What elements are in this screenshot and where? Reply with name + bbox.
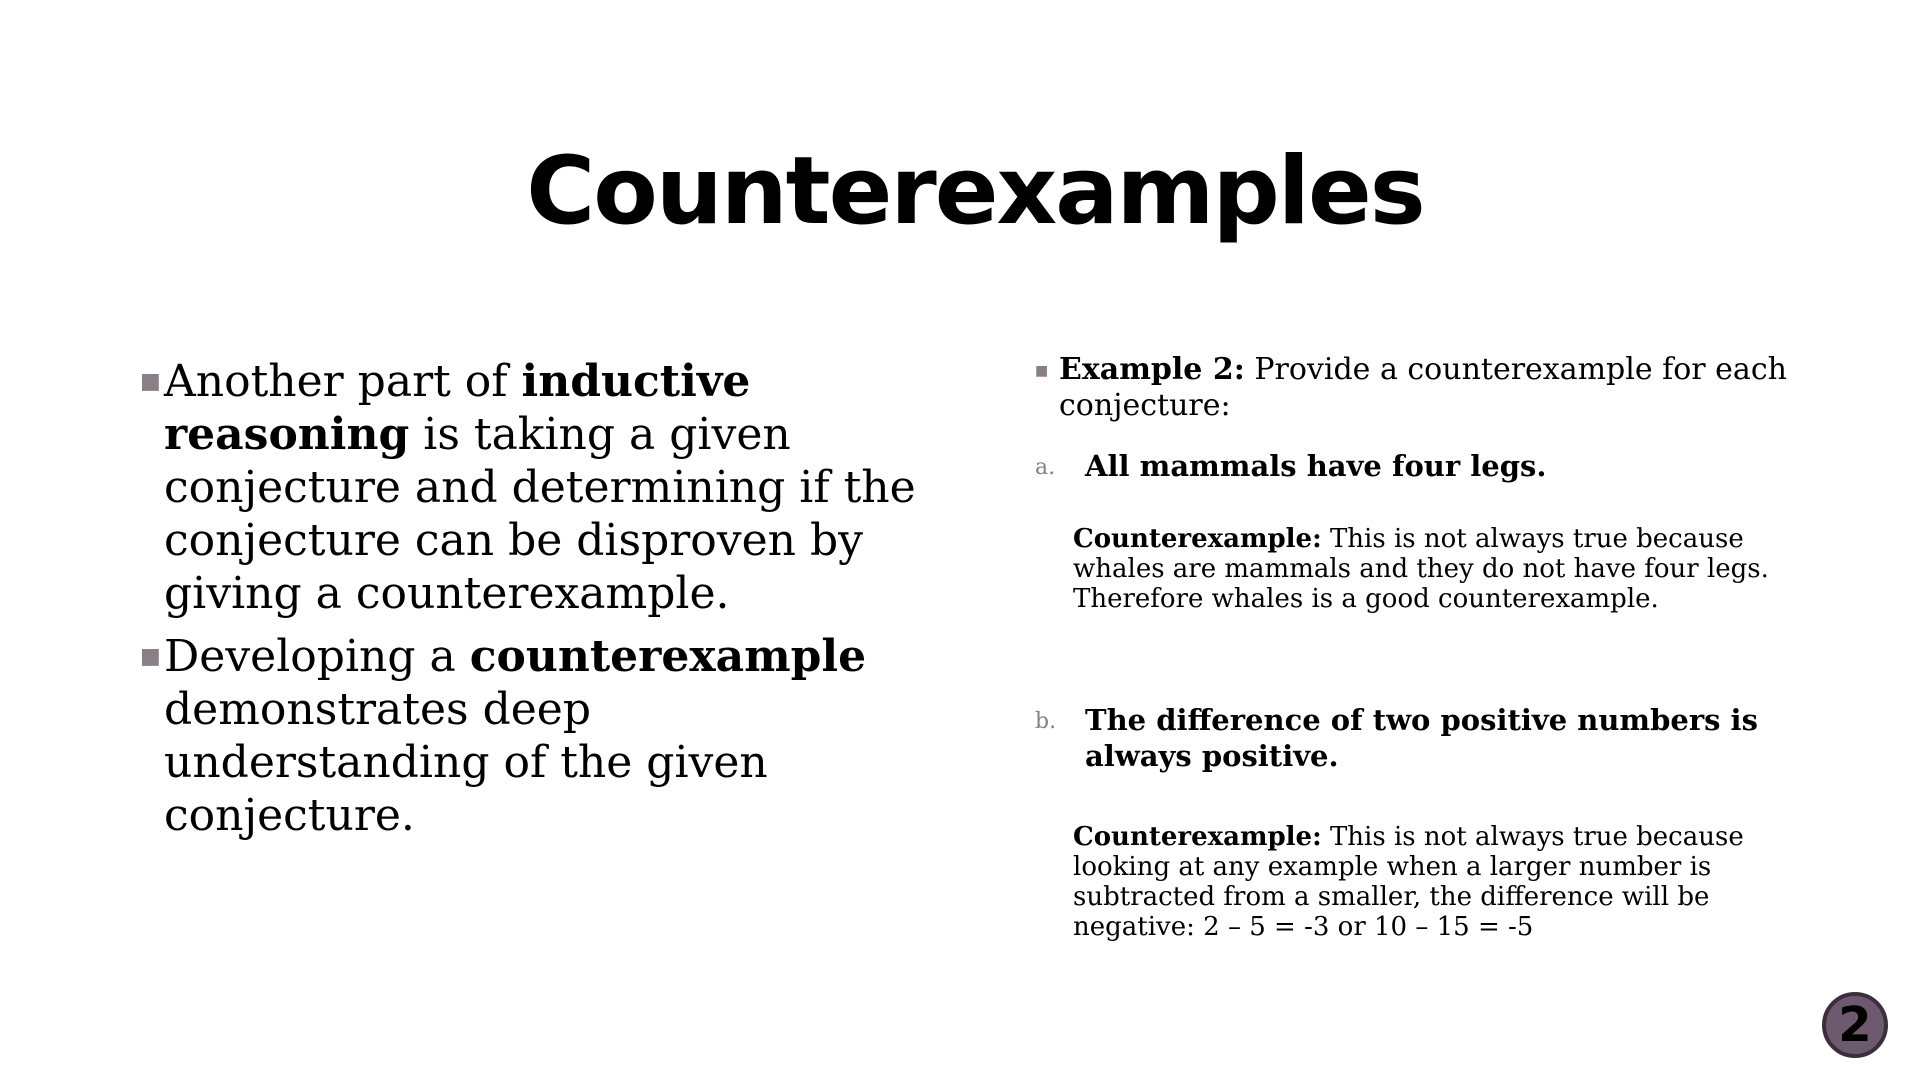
example-heading	[1035, 352, 1815, 424]
right-column	[1035, 352, 1815, 942]
counterexample-label: Counterexample:	[1073, 524, 1322, 554]
slide-number: 2	[1838, 997, 1872, 1053]
counterexample-a	[1073, 524, 1793, 614]
example-label: Example 2:	[1059, 352, 1245, 387]
item-letter-b: b.	[1035, 709, 1057, 734]
bullet-bold-term: counterexample	[469, 631, 867, 682]
conjecture-b	[1035, 702, 1815, 774]
example-instruction: Provide a counterexample for each conjecture:	[1059, 352, 1787, 423]
conjecture-a	[1035, 448, 1815, 484]
square-bullet-icon: ■	[140, 369, 161, 394]
bullet-text: Another part of	[164, 356, 522, 407]
square-bullet-icon: ■	[1035, 363, 1049, 379]
counterexample-label: Counterexample:	[1073, 822, 1322, 852]
slide-title: Counterexamples	[526, 137, 1424, 246]
counterexample-b	[1073, 822, 1793, 942]
bullet-text: Developing a	[164, 631, 470, 682]
counterexample-text: This is not always true because looking at any example when a larger number is subtracted from a smaller, the difference will be negative: 2 – 5 = -3 or 10 – 15 = -5	[1073, 822, 1744, 942]
bullet-inductive-reasoning	[140, 355, 930, 620]
square-bullet-icon: ■	[140, 644, 161, 669]
bullet-text: is taking a given conjecture and determining if the conjecture can be disproven by giving a counterexample.	[164, 409, 916, 619]
counterexample-text: This is not always true because whales are mammals and they do not have four legs. Therefore whales is a good counterexample.	[1073, 524, 1769, 614]
conjecture-statement: All mammals have four legs.	[1085, 449, 1547, 483]
bullet-bold-term: inductive reasoning	[164, 356, 751, 460]
item-letter-a: a.	[1035, 455, 1056, 480]
left-column	[140, 355, 930, 852]
bullet-developing-counterexample	[140, 630, 930, 842]
bullet-text: demonstrates deep understanding of the given conjecture.	[164, 684, 768, 841]
slide-number-badge	[1822, 992, 1888, 1058]
conjecture-statement: The difference of two positive numbers is always positive.	[1085, 703, 1758, 773]
